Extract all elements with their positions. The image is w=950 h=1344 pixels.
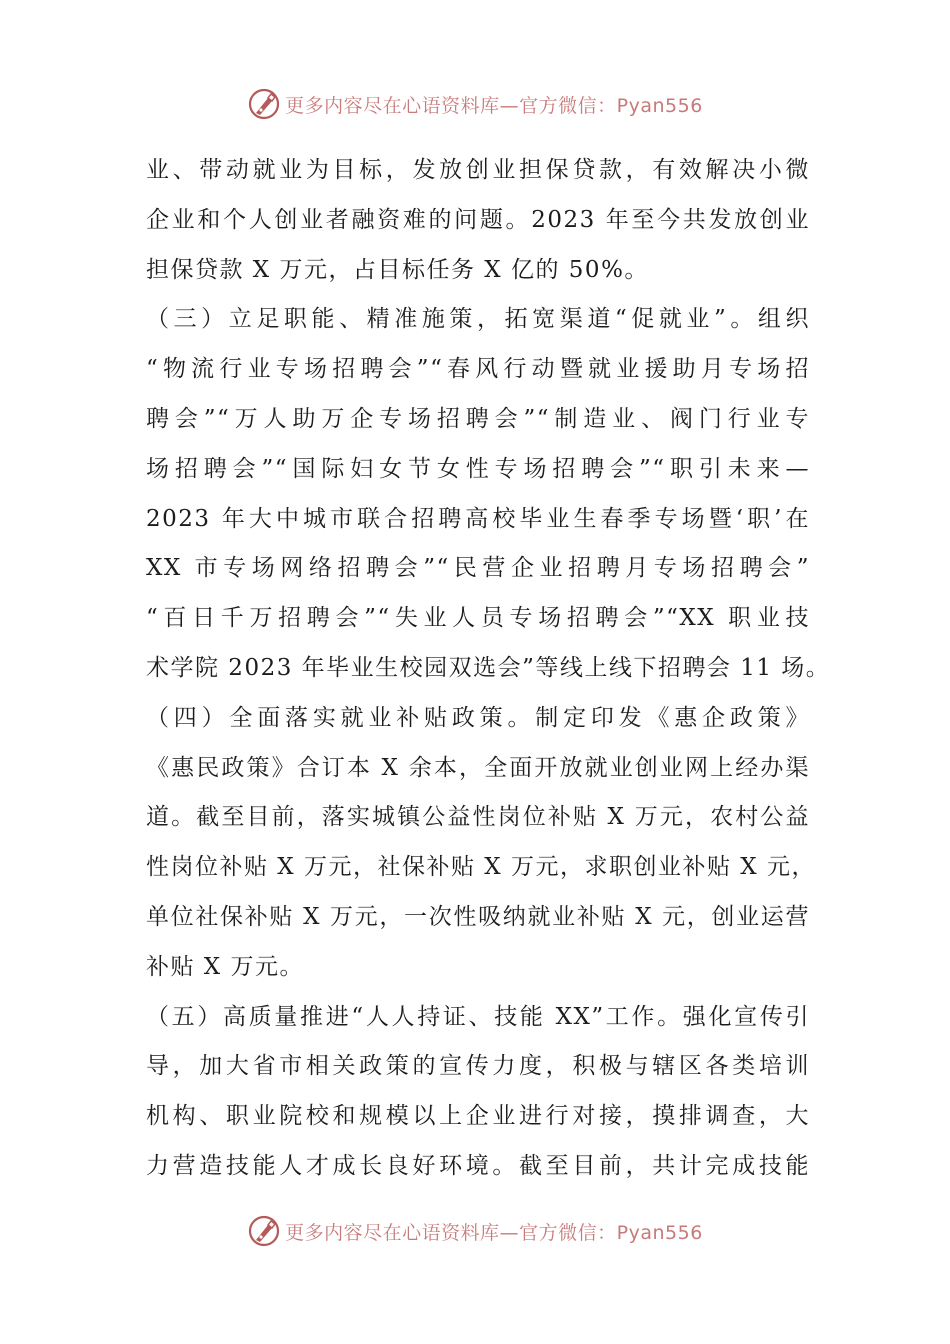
pen-nib-logo-icon (247, 1214, 281, 1248)
paragraph-section-3 (146, 295, 831, 693)
text-line: “物流行业专场招聘会”“春风行动暨就业援助月专场招 (146, 356, 810, 383)
pen-nib-logo-icon (247, 87, 281, 121)
text-line: 《惠民政策》合订本 X 余本，全面开放就业创业网上经办渠 (146, 754, 810, 781)
text-line: 补贴 X 万元。 (146, 953, 304, 980)
text-line: 企业和个人创业者融资难的问题。2023 年至今共发放创业 (146, 206, 810, 233)
text-line: 道。截至目前，落实城镇公益性岗位补贴 X 万元，农村公益 (146, 804, 810, 831)
text-line: 术学院 2023 年毕业生校园双选会”等线上线下招聘会 11 场。 (146, 654, 831, 681)
text-line: 性岗位补贴 X 万元，社保补贴 X 万元，求职创业补贴 X 元， (146, 854, 816, 881)
footer-banner (0, 1211, 950, 1251)
paragraph-continuation (146, 146, 810, 295)
text-line: XX 市专场网络招聘会”“民营企业招聘月专场招聘会” (146, 555, 810, 582)
text-line: 聘会”“万人助万企专场招聘会”“制造业、阀门行业专 (146, 405, 810, 432)
text-line: 力营造技能人才成长良好环境。截至目前，共计完成技能 (146, 1152, 810, 1179)
text-line: 机构、职业院校和规模以上企业进行对接，摸排调查，大 (146, 1103, 810, 1130)
header-banner-text: 更多内容尽在心语资料库—官方微信：Pyan556 (285, 94, 703, 117)
text-line: 场招聘会”“国际妇女节女性专场招聘会”“职引未来— (146, 455, 810, 482)
paragraph-section-4 (146, 694, 816, 993)
paragraph-section-5 (146, 993, 810, 1192)
text-line: 单位社保补贴 X 万元，一次性吸纳就业补贴 X 元，创业运营 (146, 903, 810, 930)
text-line: “百日千万招聘会”“失业人员专场招聘会”“XX 职业技 (146, 605, 810, 632)
text-line: （四）全面落实就业补贴政策。制定印发《惠企政策》 (146, 704, 810, 731)
text-line: 担保贷款 X 万元，占目标任务 X 亿的 50%。 (146, 256, 649, 283)
footer-banner-text: 更多内容尽在心语资料库—官方微信：Pyan556 (285, 1221, 703, 1244)
text-line: （三）立足职能、精准施策，拓宽渠道“促就业”。组织 (146, 306, 810, 333)
document-body (146, 146, 831, 1192)
text-line: 导，加大省市相关政策的宣传力度，积极与辖区各类培训 (146, 1053, 810, 1080)
text-line: 2023 年大中城市联合招聘高校毕业生春季专场暨‘职’在 (146, 505, 810, 532)
text-line: （五）高质量推进“人人持证、技能 XX”工作。强化宣传引 (146, 1003, 810, 1030)
text-line: 业、带动就业为目标，发放创业担保贷款，有效解决小微 (146, 157, 810, 183)
header-banner (0, 84, 950, 124)
